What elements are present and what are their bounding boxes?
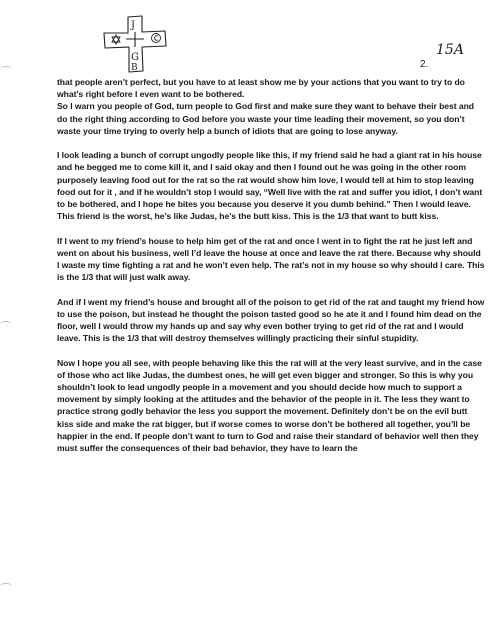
handwritten-page-number: 15A — [436, 42, 464, 58]
paragraph: So I warn you people of God, turn people to God first and make sure they want to behave their best and do the right thing according to God before you waste your time leading their movement, so you don’t waste your time trying to overly help a bunch of idiots that are going to lose anyway. — [57, 101, 475, 136]
star-of-david-icon — [112, 35, 120, 44]
paragraph: I look leading a bunch of corrupt ungodly people like this, if my friend said he had a giant rat in his house and he begged me to come kill it, and I said okay and then I found out he was going in the other room purposely leaving food out for the rat so the rat would show him love, I would tell at him to stop leaving food out for it , and if he wouldn’t stop I would say, “Well live with the rat and suffer you idiot, I don’t want to be bothered, and I hope he bites you because you deserve it you dumb behind.” Then I would leave. This friend is the worst, he’s like Judas, he’s the butt kiss. This is the 1/3 that want to butt kiss. — [57, 150, 483, 222]
paragraph: If I went to my friend’s house to help him get of the rat and once I went in to fight the rat he just left and went on about his business, well I’d leave the house at once and leave the rat there. Because why should I waste my time fighting a rat and he won’t even help. The rat’s not in my house so why should I care. This is the 1/3 that will just walk away. — [57, 235, 485, 283]
emblem-letter-middle: G — [131, 52, 139, 63]
letter-body — [57, 76, 485, 466]
emblem-letter-bottom: B — [131, 63, 138, 73]
paragraph: that people aren’t perfect, but you have to at least show me by your actions that you want to try to do what’s right before I even want to be bothered. — [57, 77, 465, 100]
page-number: 2. — [420, 59, 429, 70]
paragraph: Now I hope you all see, with people behaving like this the rat will at the very least survive, and in the case of those who act like Judas, the dumbest ones, he will get even bigger and stronger. So this is why you shouldn’t look to lead ungodly people in a movement and you should decide how much to support a movement by simply looking at the attitudes and the behavior of the people in it. The less they want to practice strong godly behavior the less you support the movement. Definitely don’t be on the evil butt kiss side and make the rat bigger, but if worse comes to worse don’t be bothered all together, you’ll be happier in the end. If people don’t want to turn to God and raise their standard of behavior well then they must suffer the consequences of their bad behavior, they have to learn the — [57, 357, 482, 454]
hole-punch-mark — [0, 583, 12, 590]
cross-emblem-icon — [101, 14, 173, 74]
hole-punch-mark — [0, 66, 12, 73]
emblem-letter-top: J — [131, 20, 136, 31]
hole-punch-mark — [0, 321, 12, 328]
circled-c-icon — [152, 34, 161, 43]
paragraph: And if I went my friend’s house and brought all of the poison to get rid of the rat and taught my friend how to use the poison, but instead he thought the poison tasted good so he ate it and I found him dead on the floor, well I would throw my hands up and say why even bother trying to get rid of the rat and I would leave. This is the 1/3 that will destroy themselves willingly practicing their sinful stupidity. — [57, 296, 485, 344]
